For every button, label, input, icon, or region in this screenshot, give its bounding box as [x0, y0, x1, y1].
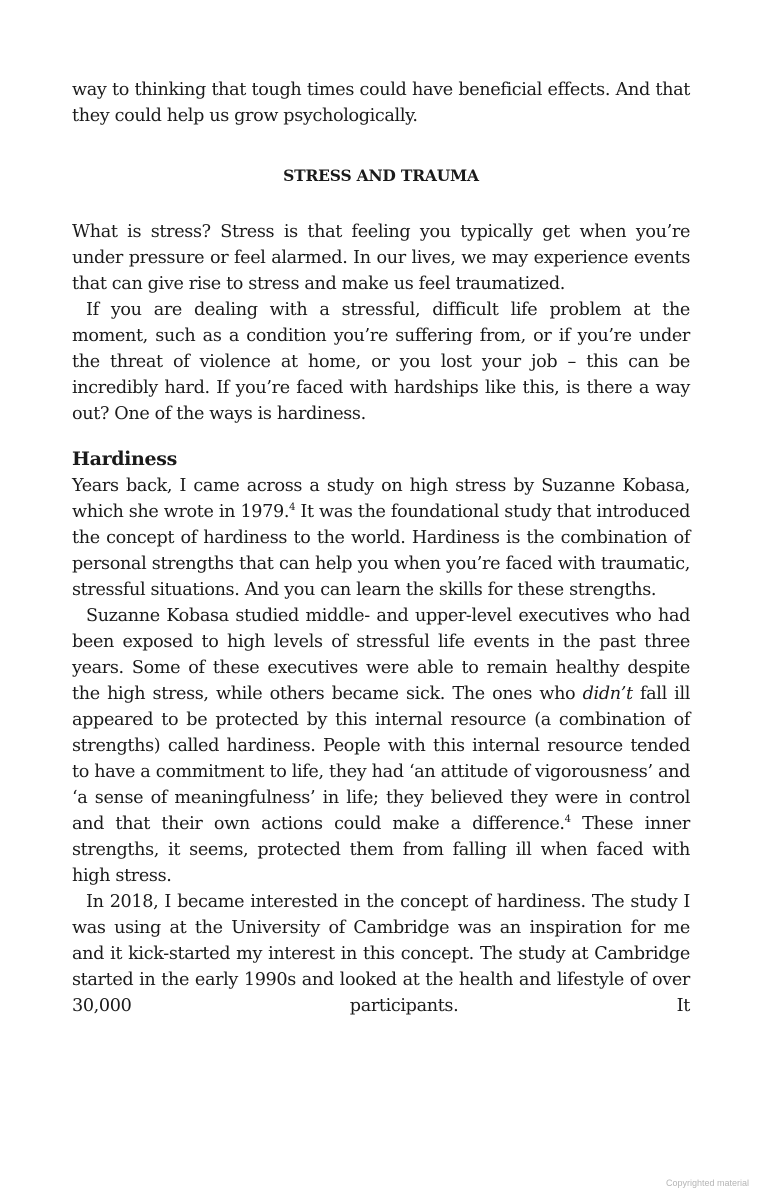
text: Years back, I came across a study on high stress by Suzanne Kobasa, which she wrote in 1979. — [72, 476, 690, 522]
opening-paragraph: way to thinking that tough times could have beneficial effects. And that they could help us grow psychologically. — [72, 80, 690, 126]
text: fall ill appeared to be protected by this internal resource (a combination of strengths) called hardiness. People with this internal resource tended to have a commitment to life, they had ‘an attitude of vigorousness’ and ‘a sense of meaningfulness’ in life; they believed they were in control and that their own actions could make a difference. — [72, 684, 690, 834]
subheading-hardiness: Hardiness — [72, 448, 177, 470]
footnote-ref: 4 — [564, 814, 571, 825]
book-page — [72, 77, 690, 1019]
section-heading: STRESS AND TRAUMA — [283, 166, 479, 185]
hardiness-paragraph-3: In 2018, I became interested in the concept of hardiness. The study I was using at the University of Cambridge was an inspiration for me and it kick-started my interest in this concept. The study at Cambridge started in the early 1990s and looked at the health and lifestyle of over 30,000 participants. It — [72, 892, 690, 1016]
text: It was the foundational study that introduced the concept of hardiness to the world. Hardiness is the combination of personal strengths that can help you when you’re faced with traumatic, stressful situations. And you can learn the skills for these strengths. — [72, 502, 690, 600]
text: Suzanne Kobasa studied middle- and upper-level executives who had been exposed to high levels of stressful life events in the past three years. Some of these executives were able to remain healthy despite the high stress, while others became sick. The ones who — [72, 606, 690, 704]
text: These inner strengths, it seems, protected them from falling ill when faced with high stress. — [72, 814, 690, 886]
copyright-watermark: Copyrighted material — [665, 1178, 749, 1188]
stress-paragraph-1: What is stress? Stress is that feeling you typically get when you’re under pressure or feel alarmed. In our lives, we may experience events that can give rise to stress and make us feel traumatized. — [72, 222, 690, 294]
hardiness-paragraph-1 — [72, 473, 690, 603]
footnote-ref: 4 — [289, 502, 296, 513]
hardiness-paragraph-2 — [72, 603, 690, 889]
stress-paragraph-2: If you are dealing with a stressful, difficult life problem at the moment, such as a condition you’re suffering from, or if you’re under the threat of violence at home, or you lost your job – this can be incredibly hard. If you’re faced with hardships like this, is there a way out? One of the ways is hardiness. — [72, 300, 690, 424]
emphasis: didn’t — [582, 684, 633, 704]
